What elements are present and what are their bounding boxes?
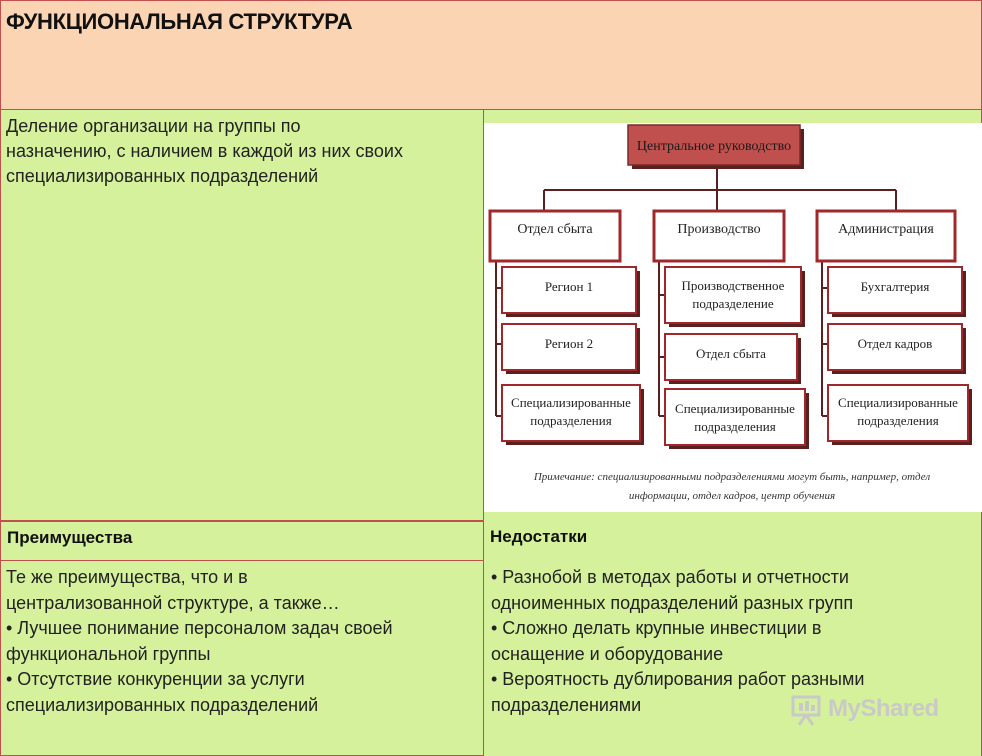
advantages-line: Те же преимущества, что и в — [6, 567, 248, 587]
head-label: Производство — [677, 222, 761, 237]
sub-box-label: Отдел кадров — [857, 336, 933, 351]
diagram-note: информации, отдел кадров, центр обучения — [628, 490, 836, 502]
sub-box — [828, 324, 966, 374]
advantages-line: централизованной структуре, а также… — [6, 592, 340, 613]
sub-box — [828, 267, 966, 317]
disadvantages-line: • Разнобой в методах работы и отчетности — [491, 567, 849, 587]
disadvantages-line: подразделениями — [491, 694, 642, 715]
disadvantages-header: Недостатки — [490, 527, 588, 546]
page-title: ФУНКЦИОНАЛЬНАЯ СТРУКТУРА — [6, 9, 353, 34]
diagram-note: Примечание: специализированными подразделениями могут быть, например, отдел — [533, 471, 931, 483]
watermark-text: MyShared — [828, 695, 939, 722]
title-cell — [0, 0, 982, 110]
sub-box — [665, 267, 805, 327]
sub-box-label: Регион 2 — [544, 336, 594, 351]
sub-box-label: Отдел сбыта — [696, 346, 766, 361]
advantages-cell — [0, 561, 484, 756]
advantages-header-cell — [0, 521, 484, 561]
sub-box — [502, 267, 640, 317]
head-label: Администрация — [838, 222, 934, 237]
advantages-line: специализированных подразделений — [6, 694, 319, 715]
disadvantages-line: • Сложно делать крупные инвестиции в — [491, 618, 822, 638]
sub-box — [665, 389, 809, 449]
central-management-box — [628, 125, 804, 169]
advantages-header: Преимущества — [7, 528, 133, 547]
head-box-sales — [490, 211, 620, 261]
definition-line: назначению, с наличием в каждой из них своих — [6, 141, 403, 161]
central-management-label: Центральное руководство — [636, 139, 792, 154]
sub-box-label: Специализированные — [675, 401, 795, 416]
definition-text — [6, 114, 482, 189]
org-chart-diagram — [484, 123, 982, 512]
advantages-line: функциональной группы — [6, 643, 211, 664]
advantages-line: • Лучшее понимание персоналом задач своей — [6, 618, 393, 638]
disadvantages-line: оснащение и оборудование — [491, 643, 724, 664]
sub-box-label: подразделение — [692, 296, 774, 311]
presentation-icon — [790, 693, 824, 727]
definition-line: специализированных подразделений — [6, 166, 319, 186]
sub-box-label: Регион 1 — [544, 279, 594, 294]
sub-box — [502, 324, 640, 374]
sub-box-label: Бухгалтерия — [860, 279, 930, 294]
sub-box — [828, 385, 972, 445]
sub-box-label: подразделения — [857, 413, 939, 428]
myshared-watermark — [790, 693, 950, 727]
sub-box-label: Производственное — [681, 278, 785, 293]
head-label: Отдел сбыта — [517, 222, 593, 237]
head-box-administration — [817, 211, 955, 261]
disadvantages-line: одноименных подразделений разных групп — [491, 592, 854, 613]
head-box-production — [654, 211, 784, 261]
advantages-list — [6, 565, 393, 718]
definition-line: Деление организации на группы по — [6, 116, 301, 136]
disadvantages-line: • Вероятность дублирования работ разными — [491, 669, 865, 689]
sub-box-label: Специализированные — [511, 395, 631, 410]
sub-box-label: Специализированные — [838, 395, 958, 410]
sub-box — [502, 385, 644, 445]
sub-box-label: подразделения — [694, 419, 776, 434]
sub-box — [665, 334, 801, 384]
disadvantages-header-cell — [484, 521, 982, 561]
advantages-line: • Отсутствие конкуренции за услуги — [6, 669, 305, 689]
definition-cell — [0, 110, 484, 521]
sub-box-label: подразделения — [530, 413, 612, 428]
